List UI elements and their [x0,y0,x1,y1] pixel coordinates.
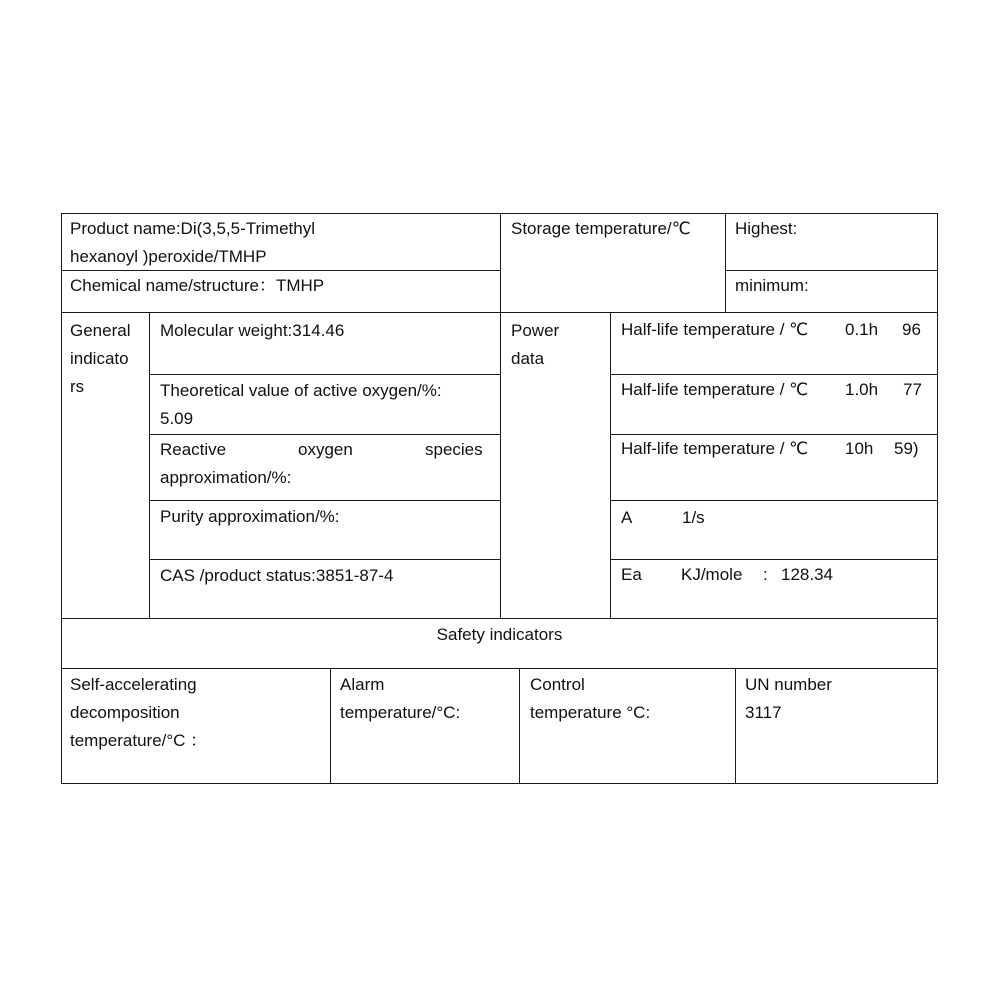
storage-minimum: minimum: [735,276,809,295]
reactive-oxygen-word-1: Reactive [160,440,227,459]
half-life-label-2: Half-life temperature / ℃ [621,380,809,399]
divider-row-3 [150,500,501,501]
border-right [937,213,938,784]
cas-product-status: CAS /product status:3851-87-4 [160,566,394,585]
activation-energy-separator: : [763,565,768,584]
alarm-temperature-1: Alarm [340,675,385,694]
activation-energy-unit: KJ/mole [681,565,743,584]
molecular-weight: Molecular weight:314.46 [160,321,345,340]
control-temperature-2: temperature °C: [530,703,651,722]
storage-temperature-label: Storage temperature/℃ [511,219,691,238]
power-data-label-2: data [511,349,545,368]
divider-safety-1 [330,668,331,784]
divider-power-4 [611,559,938,560]
half-life-time-1: 0.1h [845,320,879,339]
divider-safety-2 [519,668,520,784]
product-name-line-2: hexanoyl )peroxide/TMHP [70,247,267,266]
border-bottom [61,783,938,784]
general-indicators-label-1: General [70,321,131,340]
divider-row-4 [150,559,501,560]
alarm-temperature-2: temperature/°C: [340,703,461,722]
purity-approximation: Purity approximation/%: [160,507,340,526]
divider-power-label [610,312,611,619]
sadt-label-1: Self-accelerating [70,675,197,694]
divider-safety-3 [735,668,736,784]
divider-safety-title [61,668,938,669]
half-life-time-3: 10h [845,439,874,458]
pre-exponential-unit: 1/s [682,508,705,527]
divider-storage-limits [725,213,726,313]
pre-exponential-symbol: A [621,508,633,527]
divider-power-3 [611,500,938,501]
half-life-value-2: 77 [903,380,922,399]
activation-energy-symbol: Ea [621,565,642,584]
general-indicators-label-2: indicato [70,349,129,368]
un-number-label: UN number [745,675,832,694]
storage-highest: Highest: [735,219,798,238]
half-life-value-1: 96 [902,320,921,339]
half-life-label-1: Half-life temperature / ℃ [621,320,809,339]
activation-energy-value: 128.34 [781,565,833,584]
power-data-label-1: Power [511,321,560,340]
product-name-line-1: Product name:Di(3,5,5-Trimethyl [70,219,316,238]
general-indicators-label-3: rs [70,377,85,396]
reactive-oxygen-line-2: approximation/%: [160,468,292,487]
half-life-label-3: Half-life temperature / ℃ [621,439,809,458]
half-life-value-3: 59) [894,439,919,458]
active-oxygen-value: 5.09 [160,409,194,428]
divider-row-1 [150,374,501,375]
sadt-label-2: decomposition [70,703,180,722]
divider-main-split [500,213,501,619]
border-left [61,213,62,784]
chemical-name: Chemical name/structure：TMHP [70,276,325,295]
half-life-time-2: 1.0h [845,380,879,399]
un-number-value: 3117 [745,703,782,722]
sadt-label-3: temperature/°C ： [70,731,208,750]
safety-indicators-title: Safety indicators [436,625,563,644]
control-temperature-1: Control [530,675,585,694]
divider-general-label [149,312,150,619]
reactive-oxygen-word-2: oxygen [298,440,353,459]
active-oxygen-label: Theoretical value of active oxygen/%: [160,381,442,400]
reactive-oxygen-word-3: species [425,440,483,459]
